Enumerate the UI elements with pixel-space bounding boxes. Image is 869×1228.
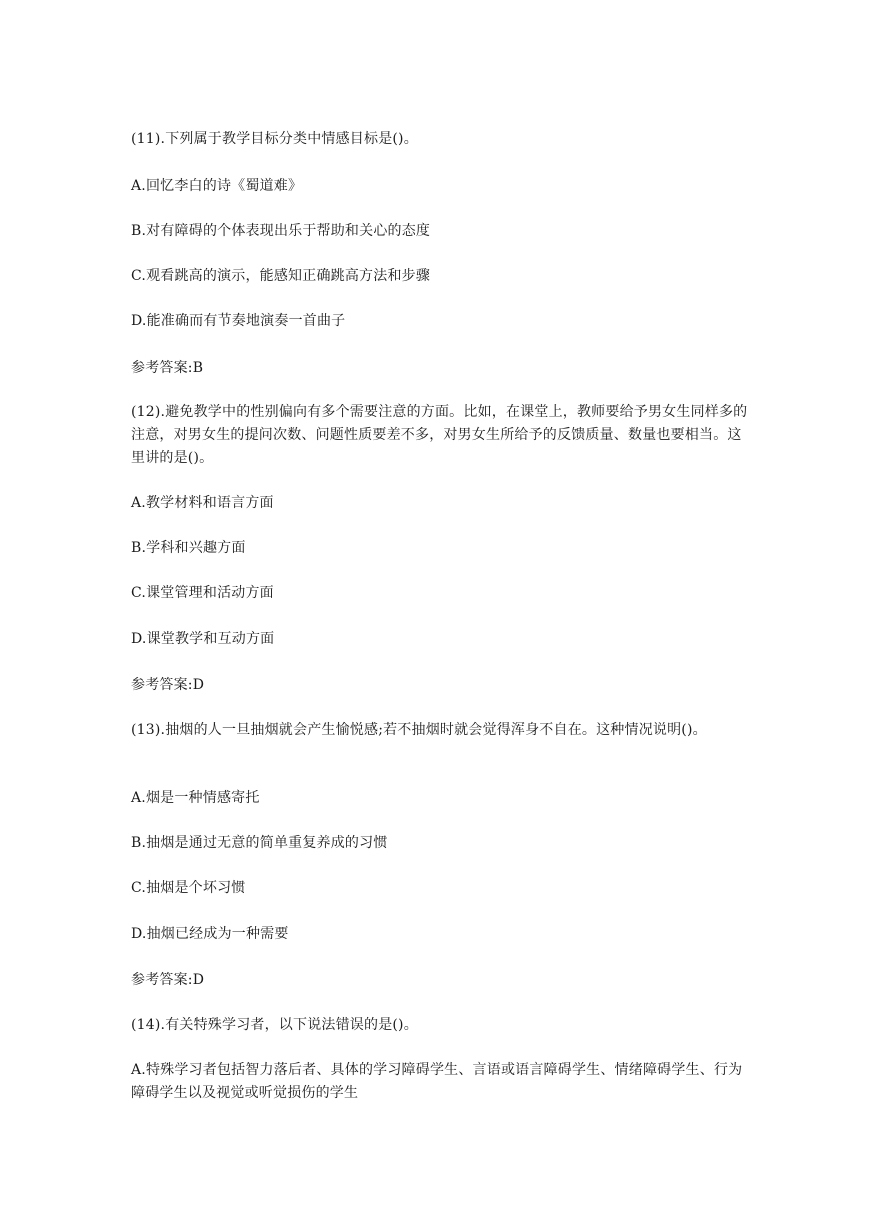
question-12-option-c: C.课堂管理和活动方面	[131, 585, 274, 601]
question-13-option-c: C.抽烟是个坏习惯	[131, 880, 246, 896]
question-11-option-a: A.回忆李白的诗《蜀道难》	[131, 178, 303, 194]
question-12-option-a: A.教学材料和语言方面	[131, 495, 274, 511]
question-12-stem: (12).避免教学中的性别偏向有多个需要注意的方面。比如，在课堂上，教师要给予男女生同样多的注意，对男女生的提问次数、问题性质要差不多，对男女生所给予的反馈质量、数量也要相当。这里讲的是()。	[131, 404, 748, 466]
question-11-option-b: B.对有障碍的个体表现出乐于帮助和关心的态度	[131, 223, 431, 239]
question-11-answer: 参考答案:B	[131, 360, 204, 376]
question-13-option-d: D.抽烟已经成为一种需要	[131, 926, 289, 942]
question-14-option-a: A.特殊学习者包括智力落后者、具体的学习障碍学生、言语或语言障碍学生、情绪障碍学生、行为障碍学生以及视觉或听觉损伤的学生	[131, 1062, 743, 1101]
question-11-option-d: D.能准确而有节奏地演奏一首曲子	[131, 313, 346, 329]
question-12-option-b: B.学科和兴趣方面	[131, 540, 246, 556]
question-14-stem: (14).有关特殊学习者，以下说法错误的是()。	[131, 1017, 418, 1033]
question-13-answer: 参考答案:D	[131, 972, 205, 988]
question-13-option-a: A.烟是一种情感寄托	[131, 790, 260, 806]
question-11-stem: (11).下列属于教学目标分类中情感目标是()。	[131, 131, 418, 147]
question-12-answer: 参考答案:D	[131, 677, 205, 693]
question-12-option-d: D.课堂教学和互动方面	[131, 631, 275, 647]
question-11-option-c: C.观看跳高的演示，能感知正确跳高方法和步骤	[131, 268, 431, 284]
question-13-stem: (13).抽烟的人一旦抽烟就会产生愉悦感;若不抽烟时就会觉得浑身不自在。这种情况说明()。	[131, 722, 707, 738]
question-13-option-b: B.抽烟是通过无意的简单重复养成的习惯	[131, 835, 388, 851]
